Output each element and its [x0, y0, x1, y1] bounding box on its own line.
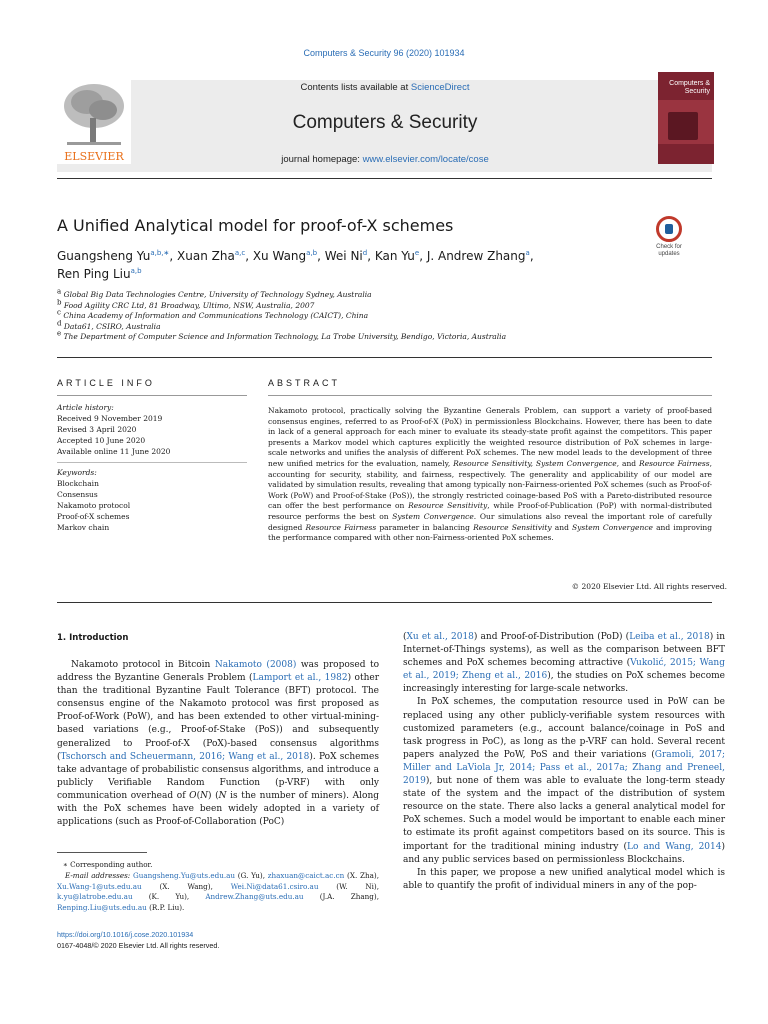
paragraph	[403, 631, 725, 696]
abstract-term: Resource Sensitivity, System Convergence,	[453, 458, 620, 468]
abstract-text: , accounting for security, stability, and fairness, respectively. The generality and applicability of our model are validated by simulation results, revealing that among typically non-Fairness-oriented PoX schemes (such as Proof-of-Work (PoW) and Proof-of-Stake (PoS)), the strongly restricted coinage-based PoS with a Pareto-distributed resource can offer the best performance on	[268, 458, 712, 511]
section-heading-introduction: 1. Introduction	[57, 633, 129, 643]
keyword: Blockchain	[57, 479, 99, 488]
text: ) in Internet-of-Things systems), as well as the comparison between BFT schemes and PoX schemes becoming attractive (	[403, 632, 725, 669]
article-title: A Unified Analytical model for proof-of-X schemes	[57, 216, 454, 235]
citation-link[interactable]: Tschorsch and Scheuermann, 2016; Wang et al., 2018	[60, 751, 310, 762]
keywords-label: Keywords:	[57, 468, 97, 477]
abstract-text: and improving the performance compared with other non-Fairness-oriented PoX schemes.	[268, 522, 712, 543]
author-affiliation-marker[interactable]: d	[362, 249, 368, 257]
abstract-term: System Convergence	[572, 522, 653, 532]
author: Wei Ni	[324, 249, 363, 263]
divider	[57, 395, 247, 396]
abstract-term: Resource Fairness	[639, 458, 710, 468]
email-label: E-mail addresses:	[65, 870, 133, 880]
sciencedirect-link[interactable]: ScienceDirect	[410, 82, 470, 93]
history-label: Article history:	[57, 403, 114, 412]
cover-title: Computers & Security	[669, 80, 710, 95]
author-affiliation-marker[interactable]: a,b,∗	[150, 249, 170, 257]
article-info-heading: ARTICLE INFO	[57, 378, 155, 388]
elsevier-tree-icon	[57, 80, 131, 164]
journal-reference[interactable]: Computers & Security 96 (2020) 101934	[303, 48, 465, 58]
author: Xuan Zha	[177, 249, 235, 263]
citation-link[interactable]: Leiba et al., 2018	[629, 632, 710, 642]
affiliation-text: China Academy of Information and Communications Technology (CAICT), China	[63, 311, 369, 320]
text: Nakamoto protocol in Bitcoin	[71, 660, 215, 670]
author: Ren Ping Liu	[57, 267, 131, 281]
text: In PoX schemes, the computation resource used in PoW can be replaced using any other publicly-verifiable system resources with customized parameters (e.g., account balance/coinage in PoS and task progress in PoC), as long as the p-VRF can hold. Several recent papers analyzed the PoW, PoS and their variations (	[403, 697, 725, 760]
abstract-term: Resource Sensitivity	[473, 522, 552, 532]
citation-link[interactable]: Xu et al., 2018	[406, 632, 474, 642]
paragraph: In this paper, we propose a new unified analytical model which is able to quantify the profit of individual miners in any of the pop-	[403, 867, 725, 891]
text: is the number of miners). Along with the PoX schemes have been widely adopted in a variety of applications (such as Proof-of-Collaboration (PoC)	[57, 790, 380, 828]
affiliation-item	[57, 287, 707, 301]
author: Xu Wang	[252, 249, 307, 263]
email-owner: (X. Wang),	[141, 881, 231, 891]
author-affiliation-marker[interactable]: a,c	[234, 249, 246, 257]
affiliation-item	[57, 319, 707, 333]
abstract-text: and	[619, 458, 640, 468]
email-link[interactable]: Guangsheng.Yu@uts.edu.au	[132, 870, 236, 880]
email-link[interactable]: Renping.Liu@uts.edu.au	[57, 903, 147, 913]
journal-title: Computers & Security	[292, 112, 478, 133]
divider	[57, 602, 712, 603]
elsevier-logo	[57, 80, 131, 164]
homepage-prefix: journal homepage:	[281, 154, 363, 165]
divider	[268, 395, 712, 396]
citation-link[interactable]: Lo and Wang, 2014	[627, 841, 722, 852]
math: O	[189, 790, 197, 801]
author: Kan Yu	[374, 249, 415, 263]
affiliation-item	[57, 308, 707, 322]
divider	[57, 357, 712, 358]
email-link[interactable]: k.yu@latrobe.edu.au	[57, 892, 133, 902]
affiliation-text: Global Big Data Technologies Centre, University of Technology Sydney, Australia	[63, 290, 372, 299]
keyword: Nakamoto protocol	[57, 501, 131, 510]
keyword: Markov chain	[57, 523, 110, 532]
abstract-text: . Our simulations also reveal the important role of carefully designed	[268, 511, 712, 532]
paragraph	[403, 696, 725, 866]
doi-link[interactable]: https://doi.org/10.1016/j.cose.2020.101934	[57, 930, 194, 939]
keyword: Consensus	[57, 490, 98, 499]
affiliation-text: Data61, CSIRO, Australia	[63, 321, 161, 331]
elsevier-wordmark: ELSEVIER	[64, 150, 124, 163]
email-link[interactable]: Xu.Wang-1@uts.edu.au	[57, 881, 142, 891]
email-owner: (X. Zha),	[344, 870, 379, 880]
citation-link[interactable]: Vukolić, 2015; Wang et al., 2019; Zheng et al., 2016	[403, 658, 725, 682]
text: ). PoX schemes take advantage of probabilistic consensus algorithms, and introduce a publicly Verifiable Random Function (p-VRF) with only communication overhead of	[57, 751, 379, 801]
author-affiliation-marker[interactable]: e	[414, 249, 420, 257]
email-owner: (W. Ni),	[318, 881, 379, 891]
author: Guangsheng Yu	[57, 249, 151, 263]
divider	[57, 462, 247, 463]
email-link[interactable]: zhaxuan@caict.ac.cn	[267, 870, 345, 880]
affiliation-item	[57, 329, 707, 343]
abstract-term: System Convergence	[392, 511, 474, 521]
doi-block	[57, 929, 379, 951]
text: ), but none of them was able to evaluate the long-term steady state of the system and the impact of the distribution of system resource on the state. There also lacks a general analytical model for PoX schemes. Such a model would be important to enable each miner to estimate its profit against competitors based on its source. This is important for the traditional mining industry (	[403, 776, 725, 852]
citation-link[interactable]: Gramoli, 2017; Miller and LaViola Jr, 2014; Pass et al., 2017a; Zhang and Preneel, 2019	[403, 749, 725, 787]
text: was proposed to address the Byzantine Generals Problem (	[57, 660, 379, 684]
abstract-text: Nakamoto protocol, practically solving the Byzantine Generals Problem, can support a variety of proof-based consensus engines, referred to as Proof-of-X (PoX) in permissionless Blockchains. However, there has been to date in lack of a general approach for each miner to evaluate its steady-state profit against the competitors. This paper presents a Markov model which captures explicitly the weighted resource distribution of PoX schemes in large-scale networks and unifies the analysis of different PoX schemes. The new model leads to the development of three new unified metrics for the evaluation, namely,	[268, 406, 712, 468]
author-affiliation-marker[interactable]: a	[525, 249, 530, 257]
history-item: Available online 11 June 2020	[57, 447, 171, 456]
citation-link[interactable]: Nakamoto (2008)	[214, 660, 297, 670]
email-owner: (J.A. Zhang),	[303, 892, 379, 902]
check-for-updates-badge[interactable]	[648, 216, 690, 258]
check-updates-label: Check for updates	[656, 244, 682, 257]
affiliation-key: d	[57, 319, 62, 327]
math: N	[200, 790, 208, 801]
history-item: Received 9 November 2019	[57, 414, 163, 423]
issn-line: 0167-4048/© 2020 Elsevier Ltd. All rights reserved.	[57, 941, 220, 950]
author-affiliation-marker[interactable]: a,b	[130, 267, 142, 275]
affiliation-key: b	[57, 298, 62, 306]
homepage-line	[150, 154, 620, 165]
corresponding-author-note: ∗ Corresponding author.	[63, 860, 153, 869]
homepage-link[interactable]: www.elsevier.com/locate/cose	[362, 154, 489, 165]
abstract-text: parameter in balancing	[376, 522, 474, 532]
footnote-divider	[57, 852, 147, 853]
text: ) (	[207, 790, 219, 801]
author-list: Guangsheng $Yu^{a,b,∗}$, Xuan Zha$^{a,c}$, Xu Wang$^{a,b}$, Wei Ni$^d$, Kan Yu$^e$, J. Andrew Zhang$^a$, Ren Ping Liu$^{a,b}$	[57, 249, 534, 281]
footnote	[57, 860, 379, 914]
email-link[interactable]: Wei.Ni@data61.csiro.au	[230, 881, 319, 891]
history-item: Accepted 10 June 2020	[57, 436, 146, 445]
journal-cover-thumbnail	[658, 72, 714, 164]
author-affiliation-marker[interactable]: a,b	[306, 249, 318, 257]
abstract-text: and	[551, 522, 572, 532]
text: ) other than the traditional Byzantine Fault Tolerance (BFT) protocol. The consensus engine of the Nakamoto protocol was first proposed as Proof-of-Work (PoW), and has been extended to other virtual-mining-based variations (e.g., Proof-of-Stake (PoS)) and subsequently generalized to Proof-of-X (PoX)-based consensus algorithms (	[57, 673, 380, 762]
check-updates-icon	[656, 216, 682, 242]
text: ) and any public services based on permissionless Blockchains.	[403, 841, 726, 865]
abstract-heading: ABSTRACT	[268, 378, 341, 388]
text: (	[196, 790, 201, 801]
author: J. Andrew Zhang	[426, 249, 526, 263]
citation-link[interactable]: Lamport et al., 1982	[252, 673, 348, 684]
keywords	[57, 467, 247, 533]
abstract-body	[268, 406, 712, 544]
article-history	[57, 402, 247, 457]
text: (	[403, 632, 407, 642]
email-owner: (K. Yu),	[132, 892, 206, 902]
keyword: Proof-of-X schemes	[57, 512, 130, 521]
abstract-term: Resource Fairness	[305, 522, 377, 532]
affiliation-key: e	[57, 329, 62, 338]
contents-line	[150, 82, 620, 93]
affiliation-key: a	[57, 287, 62, 296]
affiliation-item	[57, 298, 707, 312]
text: ), the studies on PoX schemes become increasingly interesting for large-scale networks.	[403, 671, 725, 695]
abstract-term: Resource Sensitivity	[408, 501, 488, 511]
paragraph	[57, 659, 379, 829]
body-column-left	[57, 659, 379, 829]
email-owner: (R.P. Liu).	[146, 903, 185, 913]
divider	[57, 178, 712, 179]
affiliations	[57, 287, 707, 343]
math: N	[218, 790, 227, 801]
email-owner: (G. Yu),	[235, 870, 268, 880]
text: ) and Proof-of-Distribution (PoD) (	[473, 632, 630, 642]
affiliation-text: The Department of Computer Science and Information Technology, La Trobe University, Bendigo, Victoria, Australia	[63, 332, 507, 341]
email-link[interactable]: Andrew.Zhang@uts.edu.au	[205, 892, 304, 902]
affiliation-key: c	[57, 308, 61, 317]
body-column-right	[403, 631, 725, 893]
contents-prefix: Contents lists available at	[300, 82, 411, 93]
abstract-text: , while Proof-of-Publication (PoP) with normal-distributed resource performs the best on	[268, 501, 713, 521]
email-addresses	[57, 871, 379, 914]
affiliation-text: Food Agility CRC Ltd, 81 Broadway, Ultimo, NSW, Australia, 2007	[63, 300, 315, 310]
copyright-notice: © 2020 Elsevier Ltd. All rights reserved.	[571, 582, 727, 591]
cover-graphic	[668, 112, 698, 140]
history-item: Revised 3 April 2020	[57, 425, 137, 434]
